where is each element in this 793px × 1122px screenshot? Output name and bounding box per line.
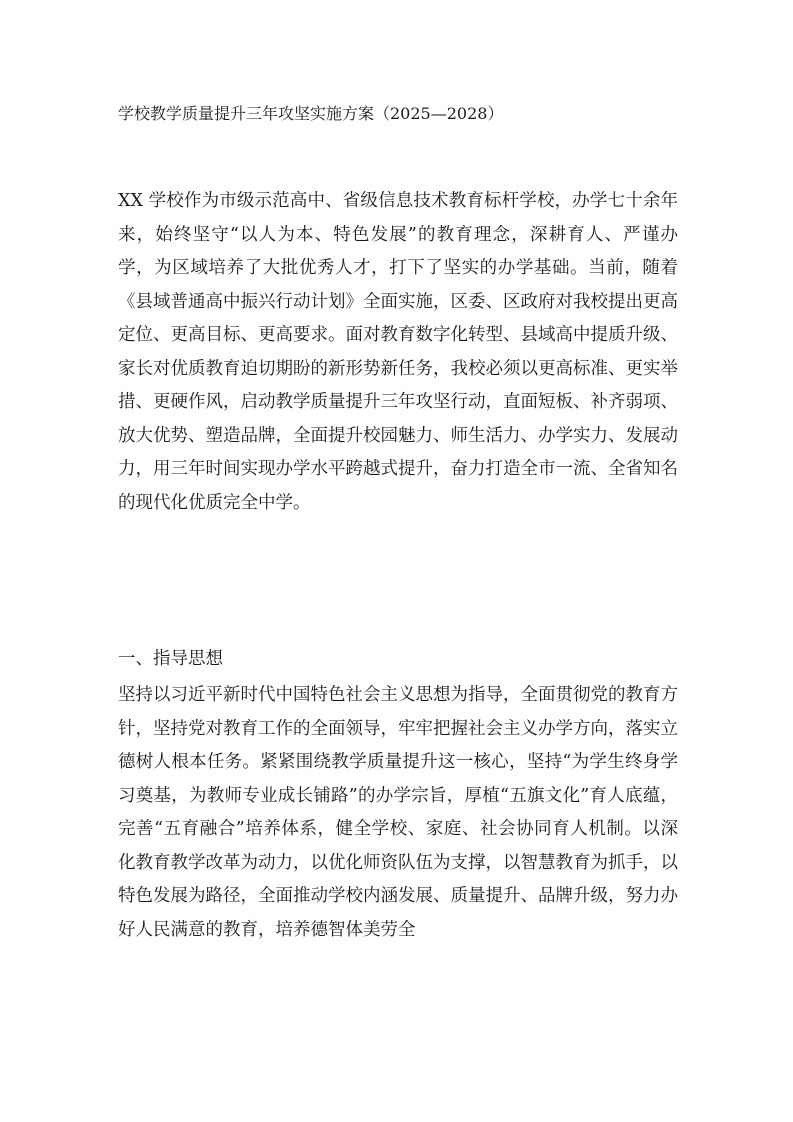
document-title: 学校教学质量提升三年攻坚实施方案（2025—2028） xyxy=(118,104,504,123)
section-heading-guiding-ideology: 一、指导思想 xyxy=(118,649,223,669)
intro-paragraph: XX 学校作为市级示范高中、省级信息技术教育标杆学校，办学七十余年来，始终坚守“以人为本、特色发展”的教育理念，深耕育人、严谨办学，为区域培养了大批优秀人才，打下了坚实的办学基础。当前，随着《县域普通高中振兴行动计划》全面实施，区委、区政府对我校提出更高定位、更高目标、更高要求。面对教育数字化转型、县域高中提质升级、家长对优质教育迫切期盼的新形势新任务，我校必须以更高标准、更实举措、更硬作风，启动教学质量提升三年攻坚行动，直面短板、补齐弱项、放大优势、塑造品牌，全面提升校园魅力、师生活力、办学实力、发展动力，用三年时间实现办学水平跨越式提升，奋力打造全市一流、全省知名的现代化优质完全中学。 xyxy=(118,191,678,513)
section-paragraph-guiding-ideology: 坚持以习近平新时代中国特色社会主义思想为指导，全面贯彻党的教育方针，坚持党对教育工作的全面领导，牢牢把握社会主义办学方向，落实立德树人根本任务。紧紧围绕教学质量提升这一核心，坚持“为学生终身学习奠基，为教师专业成长铺路”的办学宗旨，厚植“五旗文化”育人底蕴，完善“五育融合”培养体系，健全学校、家庭、社会协同育人机制。以深化教育教学改革为动力，以优化师资队伍为支撑，以智慧教育为抓手，以特色发展为路径，全面推动学校内涵发展、质量提升、品牌升级，努力办好人民满意的教育，培养德智体美劳全 xyxy=(118,685,678,940)
